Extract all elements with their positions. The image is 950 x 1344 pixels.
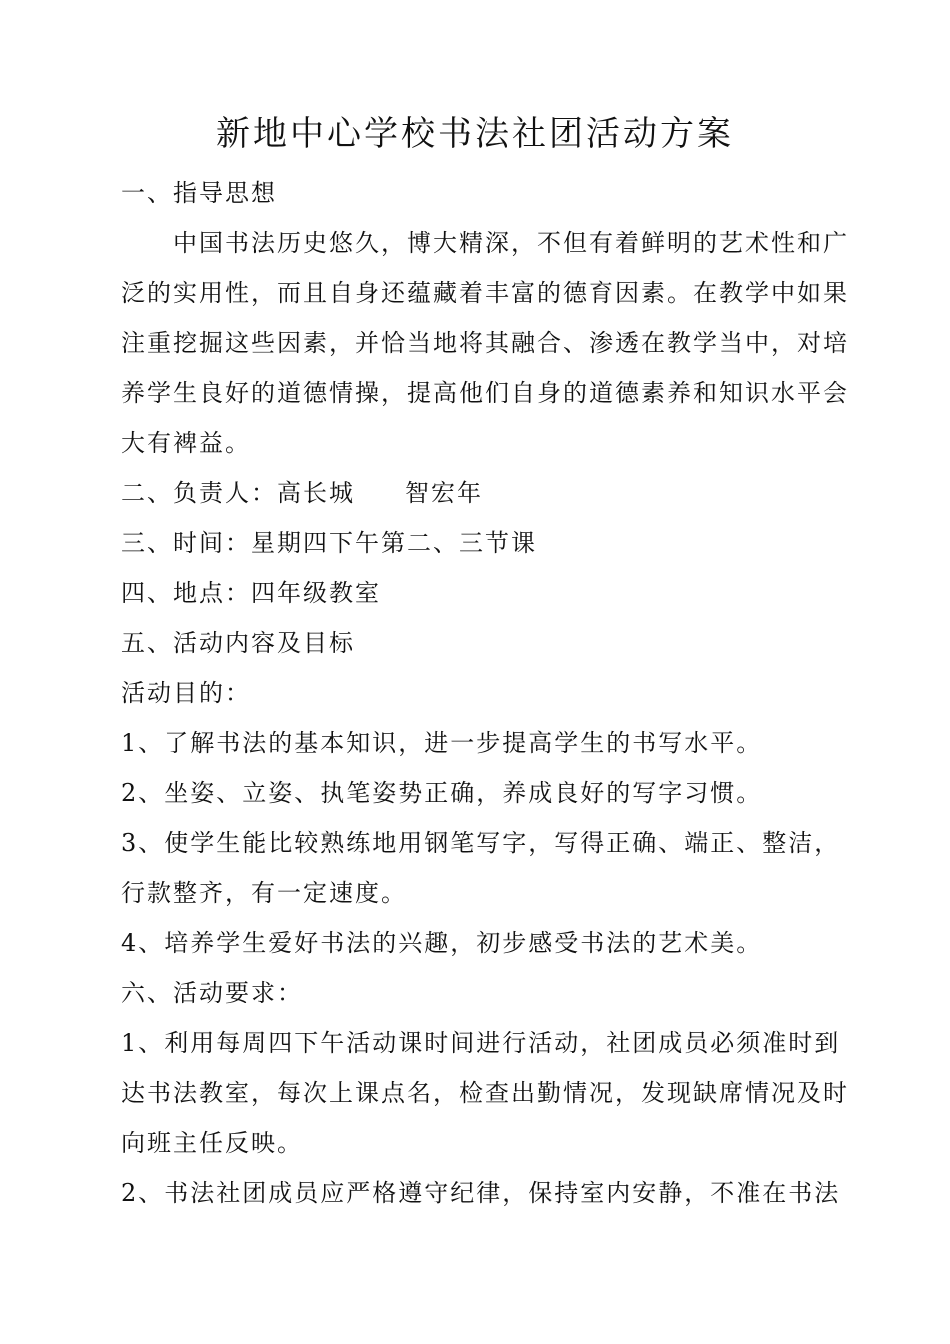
paragraph-line: 大有裨益。 <box>121 429 251 457</box>
paragraph-line: 养学生良好的道德情操，提高他们自身的道德素养和知识水平会 <box>121 379 849 407</box>
section-heading: 一、指导思想 <box>121 179 277 207</box>
goal-item: 4、培养学生爱好书法的兴趣，初步感受书法的艺术美。 <box>121 929 763 957</box>
responsible-persons <box>121 468 833 518</box>
paragraph-line: 注重挖掘这些因素，并恰当地将其融合、渗透在教学当中，对培 <box>121 329 849 357</box>
requirement-item-continued: 向班主任反映。 <box>121 1129 303 1157</box>
time-line: 三、时间：星期四下午第二、三节课 <box>121 529 537 557</box>
goal-item: 3、使学生能比较熟练地用钢笔写字，写得正确、端正、整洁， <box>121 829 841 857</box>
requirement-item: 1、利用每周四下午活动课时间进行活动，社团成员必须准时到 <box>121 1029 841 1057</box>
document-body <box>121 168 849 1218</box>
paragraph-line: 泛的实用性，而且自身还蕴藏着丰富的德育因素。在教学中如果 <box>121 279 849 307</box>
location-line: 四、地点：四年级教室 <box>121 579 381 607</box>
goal-item: 2、坐姿、立姿、执笔姿势正确，养成良好的写字习惯。 <box>121 779 763 807</box>
goal-item: 1、了解书法的基本知识，进一步提高学生的书写水平。 <box>121 729 763 757</box>
section-heading: 五、活动内容及目标 <box>121 629 355 657</box>
paragraph-line: 中国书法历史悠久，博大精深，不但有着鲜明的艺术性和广 <box>173 229 849 257</box>
section-heading: 六、活动要求： <box>121 979 303 1007</box>
responsible-second: 智宏年 <box>405 479 483 507</box>
goal-item-continued: 行款整齐，有一定速度。 <box>121 879 407 907</box>
requirement-item: 2、书法社团成员应严格遵守纪律，保持室内安静，不准在书法 <box>121 1179 841 1207</box>
requirement-item-continued: 达书法教室，每次上课点名，检查出勤情况，发现缺席情况及时 <box>121 1079 849 1107</box>
document-title: 新地中心学校书法社团活动方案 <box>216 114 734 154</box>
goals-heading: 活动目的： <box>121 679 251 707</box>
responsible-label: 二、负责人：高长城 <box>121 479 355 507</box>
